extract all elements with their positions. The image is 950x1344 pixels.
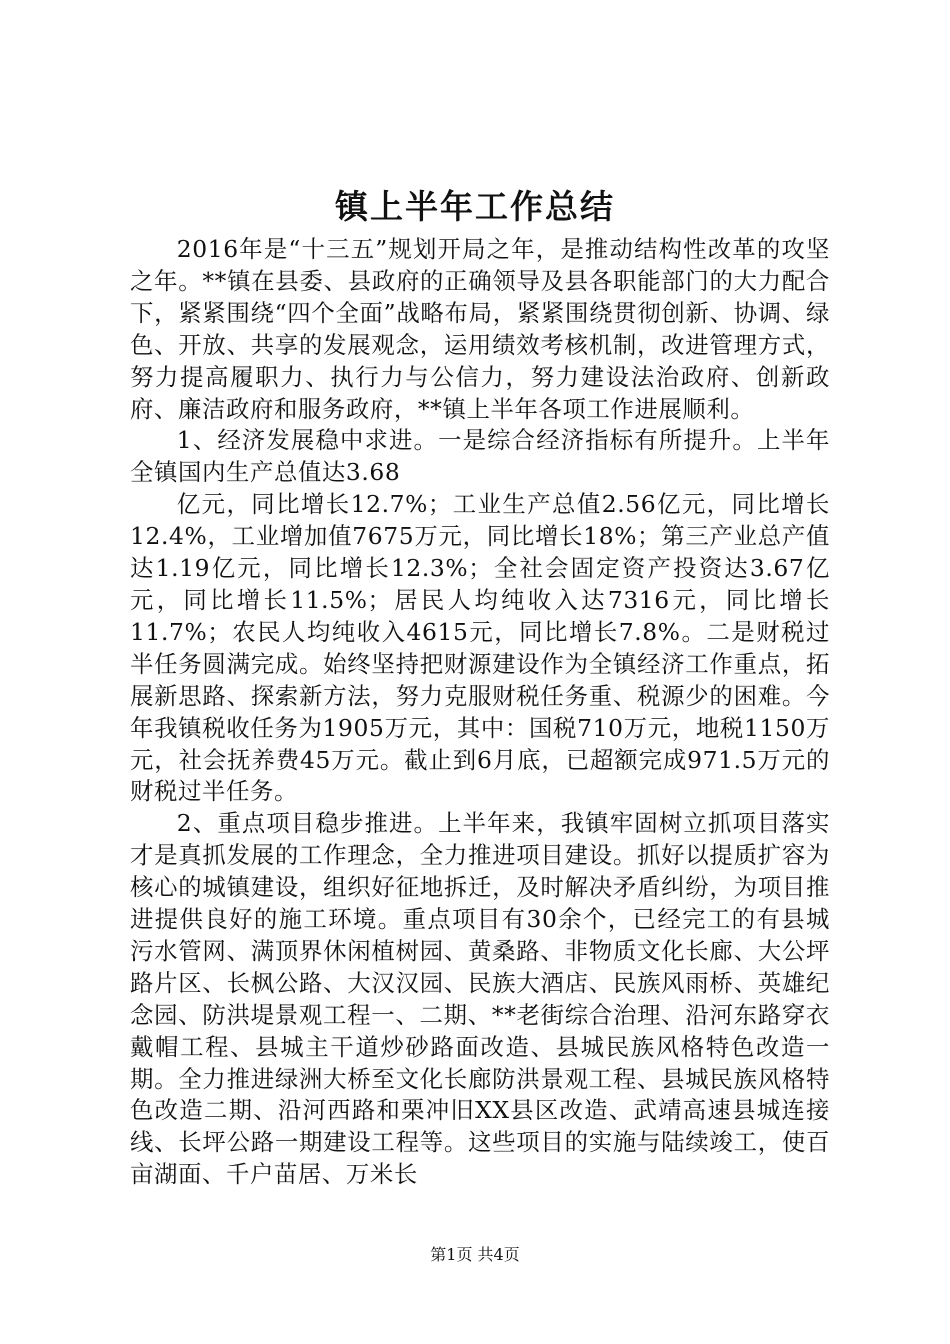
document-body (130, 234, 830, 1191)
paragraph-economy-details: 亿元，同比增长12.7%；工业生产总值2.56亿元，同比增长12.4%，工业增加值7675万元，同比增长18%；第三产业总产值达1.19亿元，同比增长12.3%；全社会固定资产投资达3.67亿元，同比增长11.5%；居民人均纯收入达7316元，同比增长11.7%；农民人均纯收入4615元，同比增长7.8%。二是财税过半任务圆满完成。始终坚持把财源建设作为全镇经济工作重点，拓展新思路、探索新方法，努力克服财税任务重、税源少的困难。今年我镇税收任务为1905万元，其中：国税710万元，地税1150万元，社会抚养费45万元。截止到6月底，已超额完成971.5万元的财税过半任务。 (130, 490, 830, 806)
document-title: 镇上半年工作总结 (335, 187, 615, 226)
paragraph-economy-heading: 1、经济发展稳中求进。一是综合经济指标有所提升。上半年全镇国内生产总值达3.68 (130, 426, 830, 487)
paragraph-key-projects: 2、重点项目稳步推进。上半年来，我镇牢固树立抓项目落实才是真抓发展的工作理念，全力推进项目建设。抓好以提质扩容为核心的城镇建设，组织好征地拆迁，及时解决矛盾纠纷，为项目推进提供良好的施工环境。重点项目有30余个，已经完工的有县城污水管网、满顶界休闲植树园、黄桑路、非物质文化长廊、大公坪路片区、长枫公路、大汉汉园、民族大酒店、民族风雨桥、英雄纪念园、防洪堤景观工程一、二期、**老街综合治理、沿河东路穿衣戴帽工程、县城主干道炒砂路面改造、县城民族风格特色改造一期。全力推进绿洲大桥至文化长廊防洪景观工程、县城民族风格特色改造二期、沿河西路和栗冲旧XX县区改造、武靖高速县城连接线、长坪公路一期建设工程等。这些项目的实施与陆续竣工，使百亩湖面、千户苗居、万米长 (130, 809, 830, 1189)
paragraph-intro: 2016年是“十三五”规划开局之年，是推动结构性改革的攻坚之年。**镇在县委、县政府的正确领导及县各职能部门的大力配合下，紧紧围绕“四个全面”战略布局，紧紧围绕贯彻创新、协调、绿色、开放、共享的发展观念，运用绩效考核机制，改进管理方式，努力提高履职力、执行力与公信力，努力建设法治政府、创新政府、廉洁政府和服务政府，**镇上半年各项工作进展顺利。 (130, 235, 830, 423)
page-footer: 第1页 共4页 (430, 1245, 520, 1264)
